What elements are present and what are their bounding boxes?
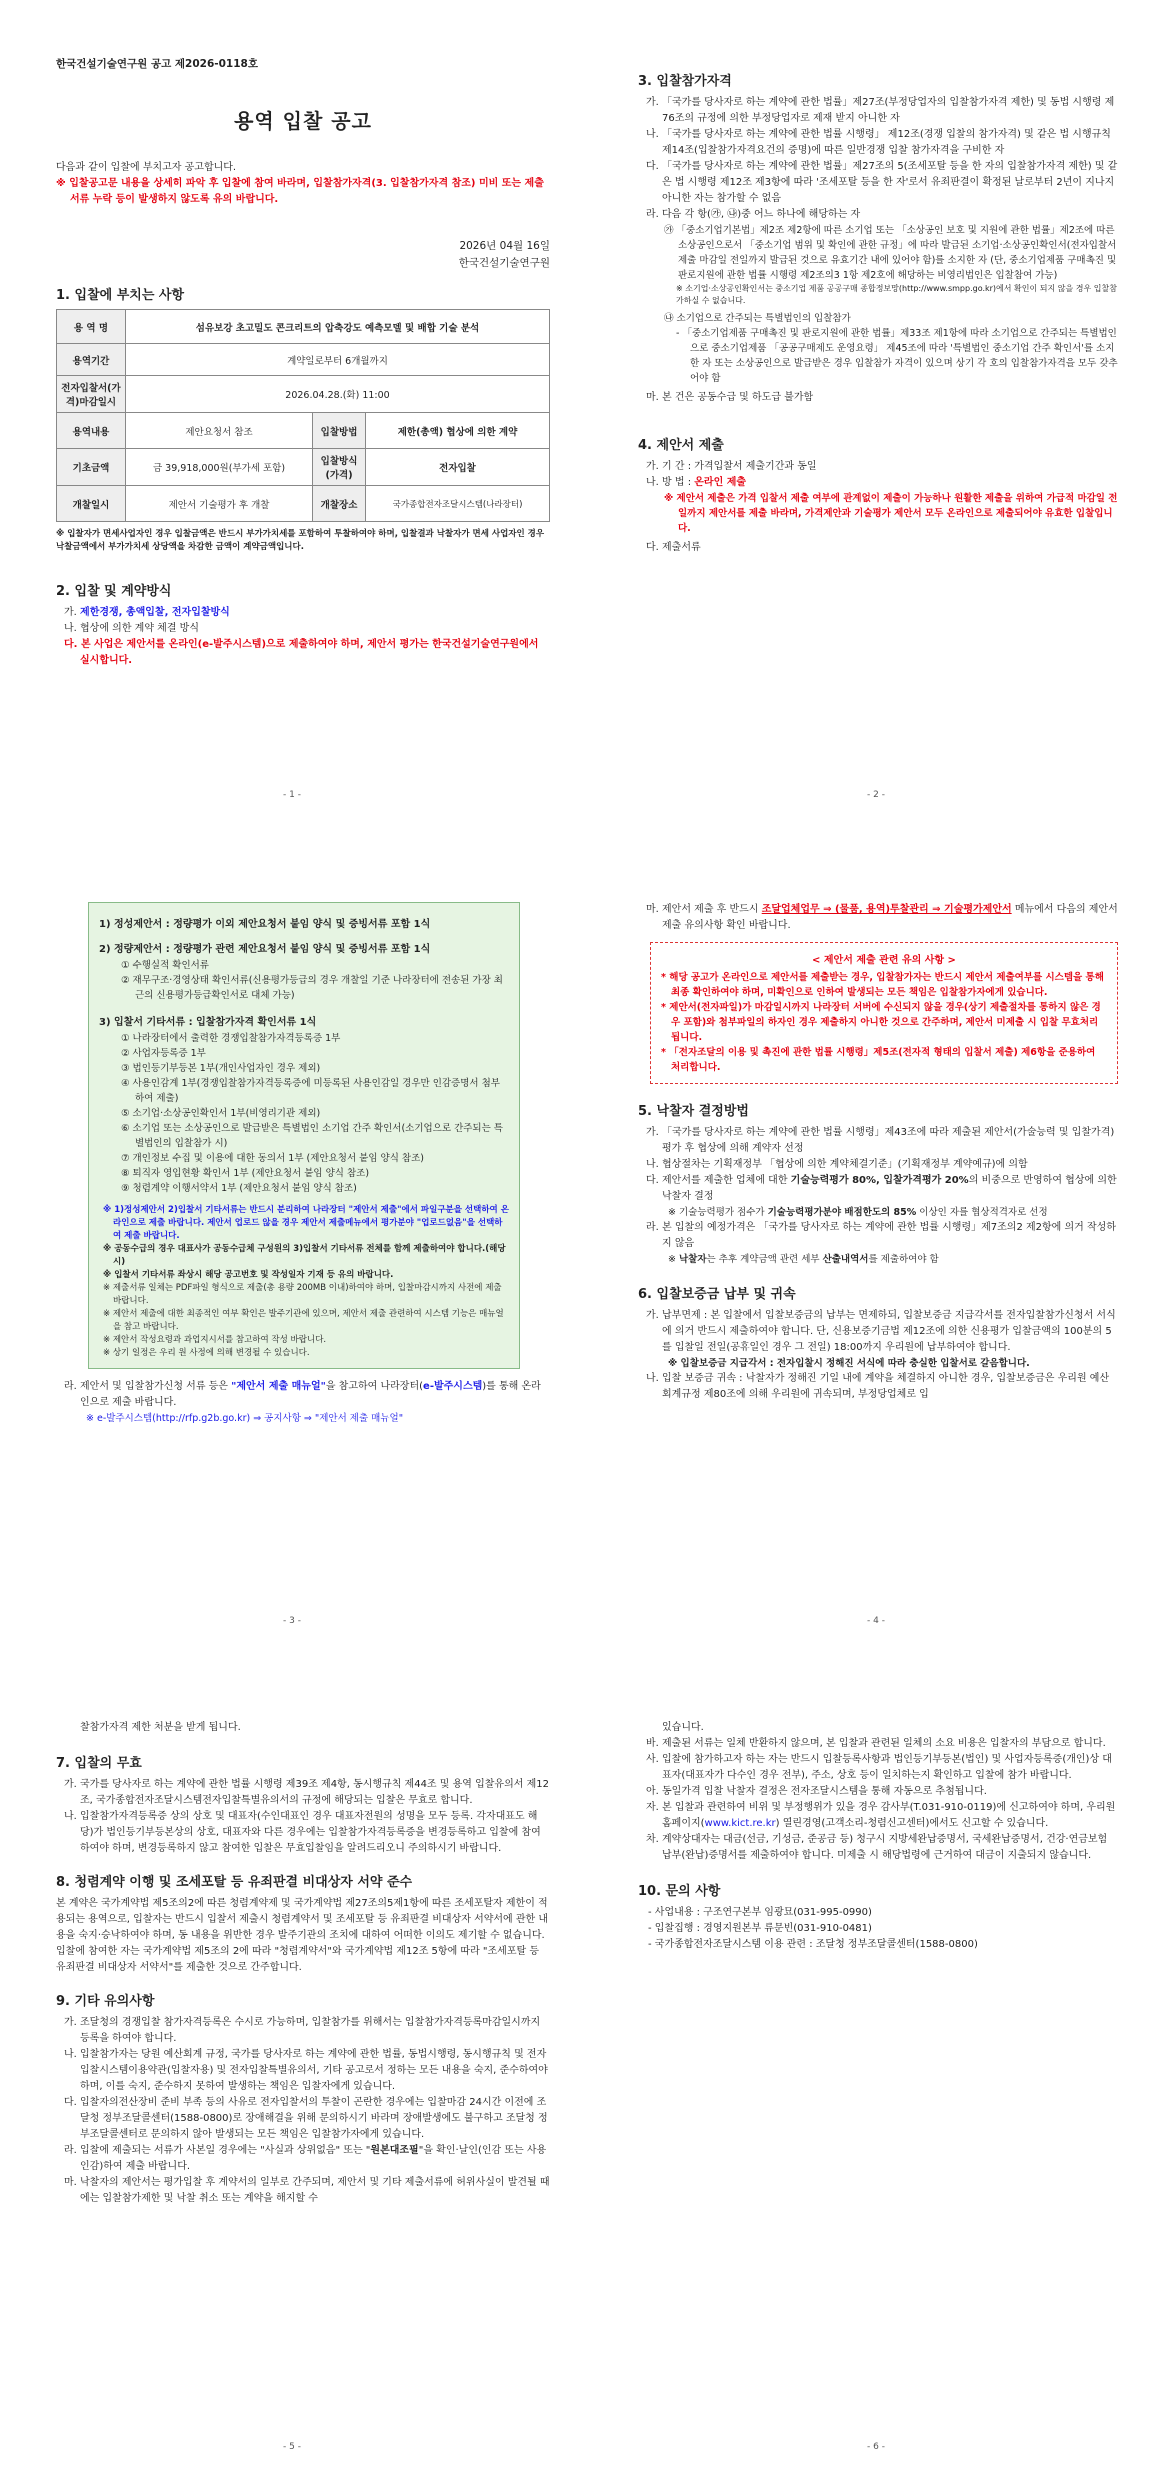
doc-note: ※ 제안서 제출에 대한 최종적인 여부 확인은 발주기관에 있으며, 제안서 제출 관련하여 시스템 기능은 매뉴얼을 참고 바랍니다. xyxy=(103,1309,504,1332)
list-item: 다. 「국가를 당사자로 하는 계약에 관한 법률」제27조의 5(조세포탈 등을 한 자의 입찰참가자격 제한) 및 같은 법 시행령 제12조 제3항에 따라 '조세포탈 등을 한 자'로서 유죄판결이 확정된 날로부터 2년이 지나지 아니한 자는 참가할 수 없음 xyxy=(646,161,1118,204)
list-item: 가. 제한경쟁, 총액입찰, 전자입찰방식 xyxy=(64,607,230,618)
doc-item: ② 사업자등록증 1부 xyxy=(121,1048,206,1059)
caution-item: * 제안서(전자파일)가 마감일시까지 나라장터 서버에 수신되지 않을 경우(상기 제출절차를 통하지 않은 경우 포함)와 첨부파일의 하자인 경우 제출하지 아니한 것으로 간주하며, 제안서 미제출 시 입찰 무효처리 됩니다. xyxy=(661,1002,1101,1043)
list-item: 라. 제안서 및 입찰참가신청 서류 등은 "제안서 제출 매뉴얼"을 참고하여 나라장터(e-발주시스템)를 통해 온라인으로 제출 바랍니다. xyxy=(64,1381,541,1408)
contact-item: - 입찰집행 : 경영지원본부 류문빈(031-910-0481) xyxy=(648,1923,872,1934)
list-item: 가. 기 간 : 가격입찰서 제출기간과 동일 xyxy=(646,461,817,472)
list-item: 가. 국가를 당사자로 하는 계약에 관한 법률 시행령 제39조 제4항, 동시행규칙 제44조 및 용역 입찰유의서 제12조, 국가종합전자조달시스템전자입찰특별유의서의 규정에 해당되는 입찰은 무효로 합니다. xyxy=(64,1779,549,1806)
table-note: ※ 입찰자가 면세사업자인 경우 입찰금액은 반드시 부가가치세를 포함하여 투찰하여야 하며, 입찰결과 낙찰자가 면세 사업자인 경우 낙찰금액에서 부가가치세 상당액을 차감한 금액이 계약금액입니다. xyxy=(56,529,545,552)
section-1-heading: 1. 입찰에 부치는 사항 xyxy=(56,288,185,303)
page-3 xyxy=(0,826,584,1652)
caution-item: * 「전자조달의 이용 및 촉진에 관한 법률 시행령」제5조(전자적 형태의 입찰서 제출) 제6항을 준용하여 처리합니다. xyxy=(661,1047,1096,1073)
list-note: ※ 제안서 제출은 가격 입찰서 제출 여부에 관계없이 제출이 가능하나 원활한 제출을 위하여 가급적 마감일 전일까지 제안서를 제출 바라며, 가격제안과 기술평가 제안서 모두 온라인으로 제출되어야 유효한 입찰입니다. xyxy=(664,493,1118,534)
list-item: 나. 입찰참가자는 당원 예산회계 규정, 국가를 당사자로 하는 계약에 관한 법률, 동법시행령, 동시행규칙 및 전자입찰시스템이용약관(입찰자용) 및 전자입찰특별유의서, 기타 공고로서 정하는 모든 내용을 숙지, 준수하여야 하며, 이를 숙지, 준수하지 못하여 발생하는 책임은 입찰자에게 있습니다. xyxy=(64,2049,548,2092)
list-item: 라. 입찰에 제출되는 서류가 사본일 경우에는 "사실과 상위없음" 또는 "원본대조필"을 확인·날인(인감 또는 사용인감)하여 제출 바랍니다. xyxy=(64,2145,547,2172)
list-note: ※ 입찰보증금 지급각서 : 전자입찰시 정해진 서식에 따라 충실한 입찰서로 갈음합니다. xyxy=(668,1358,1030,1369)
doc-note: ※ 상기 일정은 우리 원 사정에 의해 변경될 수 있습니다. xyxy=(103,1348,310,1358)
continued-text: 찰참가자격 제한 처분을 받게 됩니다. xyxy=(80,1722,241,1733)
list-item: 가. 조달청의 경쟁입찰 참가자격등록은 수시로 가능하며, 입찰참가를 위해서는 입찰참가자격등록마감일시까지 등록을 하여야 합니다. xyxy=(64,2017,541,2044)
section-7-heading: 7. 입찰의 무효 xyxy=(56,1756,142,1771)
page-5 xyxy=(0,1652,584,2478)
table-cell: 제안요청서 참조 xyxy=(126,413,313,449)
doc-item: ⑤ 소기업·소상공인확인서 1부(비영리기관 제외) xyxy=(121,1108,321,1119)
table-label: 용역기간 xyxy=(57,344,126,376)
section-8-body: 본 계약은 국가계약법 제5조의2에 따른 청렴계약제 및 국가계약법 제27조의5제1항에 따른 조세포탈자 제한이 적용되는 용역으로, 입찰자는 반드시 입찰서 제출시 청렴계약서 및 조세포탈 등 유죄판결 비대상자 서약서에 관한 내용을 숙지·승낙하여야 하며, 동 내용을 위반한 경우 발주기관의 조치에 대하여 어떠한 이의도 제기할 수 없습니다. 입찰에 참여한 자는 국가계약법 제5조의 2에 따라 "청렴계약서"와 국가계약법 제12조 5항에 따라 "조세포탈 등 유죄판결 비대상자 서약서"를 제출한 것으로 간주합니다. xyxy=(56,1898,549,1973)
submission-docs-box xyxy=(88,902,520,1369)
list-item: 라. 다음 각 항(㉮, ㉯)중 어느 하나에 해당하는 자 xyxy=(646,209,861,220)
caution-box xyxy=(650,942,1118,1084)
page-number: - 4 - xyxy=(867,1616,885,1626)
list-item: 사. 입찰에 참가하고자 하는 자는 반드시 입찰등록사항과 법인등기부등본(법인) 및 사업자등록증(개인)상 대표자(대표자가 다수인 경우 전부), 주소, 상호 등이 일치하는지 확인하고 입찰에 참가 바랍니다. xyxy=(646,1754,1112,1781)
doc-group-heading: 2) 정량제안서 : 정량평가 관련 제안요청서 붙임 양식 및 증빙서류 포함 1식 xyxy=(99,944,431,955)
page-number: - 1 - xyxy=(283,790,301,800)
table-label: 용 역 명 xyxy=(57,310,126,344)
doc-note: ※ 공동수급의 경우 대표사가 공동수급체 구성원의 3)입찰서 기타서류 전체를 함께 제출하여야 합니다.(해당 시) xyxy=(103,1244,506,1267)
list-item: 가. 「국가를 당사자로 하는 계약에 관한 법률 시행령」제43조에 따라 제출된 제안서(가술능력 및 입찰가격) 평가 후 협상에 의해 계약자 선정 xyxy=(646,1127,1115,1154)
page-1 xyxy=(0,0,584,826)
info-table xyxy=(56,309,550,522)
notice-org: 한국건설기술연구원 xyxy=(458,257,550,269)
list-note: ※ 기술능력평가 점수가 기술능력평가분야 배점한도의 85% 이상인 자를 협상적격자로 선정 xyxy=(668,1207,1048,1218)
list-note: ※ 소기업·소상공인확인서는 중소기업 제품 공공구매 종합정보망(http://www.smpp.go.kr)에서 확인이 되지 않을 경우 입찰참가하실 수 없습니다. xyxy=(676,284,1117,305)
list-item: 다. 입찰자의전산장비 준비 부족 등의 사유로 전자입찰서의 투찰이 곤란한 경우에는 입찰마감 24시간 이전에 조달청 정부조달콜센터(1588-0800)로 장애해결을 위해 문의하시기 바라며 장애발생에도 불구하고 조달청 정부조달콜센터로 문의하지 않아 발생되는 모든 책임은 입찰참가자에게 있습니다. xyxy=(64,2097,548,2140)
page-4 xyxy=(584,826,1168,1652)
list-item: ㉮ 「중소기업기본법」제2조 제2항에 따른 소기업 또는 「소상공인 보호 및 지원에 관한 법률」제2조에 따른 소상공인으로서 「중소기업 범위 및 확인에 관한 규정」에 따라 발급된 소기업·소상공인확인서(전자입찰서 제출 마감일 전일까지 발급된 것으로 유효기간 내에 있어야 함)를 소지한 자 (단, 중소기업제품 구매촉진 및 판로지원에 관한 법률 시행령 제2조의3 1항 제2호에 해당하는 비영리법인은 입찰참여 가능) xyxy=(664,225,1117,281)
list-item: 마. 낙찰자의 제안서는 평가입찰 후 계약서의 일부로 간주되며, 제안서 및 기타 제출서류에 허위사실이 발견될 때에는 입찰참가제한 및 낙찰 취소 또는 계약을 해지할 수 xyxy=(64,2177,550,2204)
list-item: 차. 계약상대자는 대금(선금, 기성금, 준공금 등) 청구시 지방세완납증명서, 국세완납증명서, 건강·연금보험 납부(완납)증명서를 제출하여야 합니다. 미제출 시 해당법령에 근거하여 대금이 지출되지 않습니다. xyxy=(646,1834,1108,1861)
list-item: 나. 입찰참가자격등록증 상의 상호 및 대표자(수인대표인 경우 대표자전원의 성명을 모두 등록. 각자대표도 해당)가 법인등기부등본상의 상호, 대표자와 다른 경우에는 입찰참가자격등록증을 변경등록하고 입찰에 참여하여야 하며, 변경등록하지 않고 참여한 입찰은 무효입찰임을 알려드리오니 주의하시기 바랍니다. xyxy=(64,1811,541,1854)
list-item: - 「중소기업제품 구매촉진 및 판로지원에 관한 법률」제33조 제1항에 따라 소기업으로 간주되는 특별법인으로 중소기업제품 「공공구매제도 운영요령」 제45조에 따라 '특별법인 중소기업 간주 확인서'를 소지한 자 또는 소상공인으로 발급받은 경우 입찰참가 자격이 있으며 상기 각 호의 입찰참가자격을 모두 갖추어야 함 xyxy=(676,328,1118,384)
section-8-heading: 8. 청렴계약 이행 및 조세포탈 등 유죄판결 비대상자 서약 준수 xyxy=(56,1875,413,1890)
continued-text: 있습니다. xyxy=(662,1722,704,1733)
page-6 xyxy=(584,1652,1168,2478)
list-item: 마. 본 건은 공동수급 및 하도급 불가함 xyxy=(646,392,814,403)
notice-date: 2026년 04월 16일 xyxy=(459,240,550,252)
table-label: 기초금액 xyxy=(57,449,126,486)
notice-number: 한국건설기술연구원 공고 제2026-0118호 xyxy=(56,58,258,70)
section-3-heading: 3. 입찰참가자격 xyxy=(638,74,732,89)
list-item: 가. 「국가를 당사자로 하는 계약에 관한 법률」제27조(부정당업자의 입찰참가자격 제한) 및 동법 시행령 제76조의 규정에 의한 부정당업자로 제재 받지 아니한 자 xyxy=(646,97,1115,124)
table-label: 입찰방법 xyxy=(313,413,366,449)
doc-item: ⑧ 퇴직자 영입현황 확인서 1부 (제안요청서 붙임 양식 참조) xyxy=(121,1168,370,1179)
caution-title: < 제안서 제출 관련 유의 사항 > xyxy=(812,955,956,966)
table-cell: 전자입찰 xyxy=(366,449,550,486)
doc-item: ⑥ 소기업 또는 소상공인으로 발급받은 특별법인 소기업 간주 확인서(소기업으로 간주되는 특별법인의 입찰참가 시) xyxy=(121,1123,503,1149)
doc-note: ※ 입찰서 기타서류 좌상시 해당 공고번호 및 작성일자 기재 등 유의 바랍니다. xyxy=(103,1270,394,1280)
page-title: 용역 입찰 공고 xyxy=(234,109,372,133)
table-cell: 제한(총액) 협상에 의한 계약 xyxy=(366,413,550,449)
table-cell: 계약일로부터 6개월까지 xyxy=(126,344,550,376)
section-10-heading: 10. 문의 사항 xyxy=(638,1884,721,1899)
doc-item: ① 나라장터에서 출력한 경쟁입찰참가자격등록증 1부 xyxy=(121,1033,341,1044)
list-item: 자. 본 입찰과 관련하여 비위 및 부정행위가 있을 경우 감사부(T.031-910-0119)에 신고하여야 하며, 우리원 홈페이지(www.kict.re.kr) 열린경영(고객소리-청렴신고센터)에서도 신고할 수 있습니다. xyxy=(646,1802,1116,1829)
table-label: 개찰일시 xyxy=(57,486,126,522)
list-item: 다. 제출서류 xyxy=(646,542,701,553)
intro-text: 다음과 같이 입찰에 부치고자 공고합니다. xyxy=(56,162,237,173)
list-item: 마. 제안서 제출 후 반드시 조달업체업무 ⇒ (물품, 용역)투찰관리 ⇒ 기술평가제안서 메뉴에서 다음의 제안서 제출 유의사항 확인 바랍니다. xyxy=(646,904,1118,931)
section-5-heading: 5. 낙찰자 결정방법 xyxy=(638,1104,749,1119)
doc-note: ※ 제안서 작성요령과 과업지시서를 참고하여 작성 바랍니다. xyxy=(103,1335,327,1345)
section-9-heading: 9. 기타 유의사항 xyxy=(56,1994,155,2009)
section-6-heading: 6. 입찰보증금 납부 및 귀속 xyxy=(638,1287,796,1302)
page-number: - 3 - xyxy=(283,1616,301,1626)
doc-group-heading: 1) 정성제안서 : 정량평가 이외 제안요청서 붙임 양식 및 증빙서류 포함 1식 xyxy=(99,919,431,930)
table-label: 전자입찰서(가격)마감일시 xyxy=(57,376,126,413)
table-cell: 2026.04.28.(화) 11:00 xyxy=(126,376,550,413)
list-item: 다. 제안서를 제출한 업체에 대한 기술능력평가 80%, 입찰가격평가 20%의 비중으로 반영하여 협상에 의한 낙찰자 결정 xyxy=(646,1175,1117,1202)
manual-url-link[interactable]: ※ e-발주시스템(http://rfp.g2b.go.kr) ⇒ 공지사항 ⇒ "제안서 제출 매뉴얼" xyxy=(86,1413,404,1424)
doc-item: ④ 사용인감계 1부(경쟁입찰참가자격등록증에 미등록된 사용인감일 경우만 인감증명서 첨부하여 제출) xyxy=(121,1078,500,1104)
list-item: 가. 납부면제 : 본 입찰에서 입찰보증금의 납부는 면제하되, 입찰보증금 지급각서를 전자입찰참가신청서 서식에 의거 반드시 제출하여야 합니다. 단, 신용보증기금법 제12조에 의한 신용평가 입찰금액의 100분의 5를 입찰일 전일(공휴일인 경우 그 전일) 18:00까지 우리원에 납부하여야 합니다. xyxy=(646,1310,1116,1353)
list-item: 나. 협상에 의한 계약 체결 방식 xyxy=(64,623,199,634)
doc-item: ⑨ 청렴계약 이행서약서 1부 (제안요청서 붙임 양식 참조) xyxy=(121,1183,357,1194)
table-cell: 금 39,918,000원(부가세 포함) xyxy=(126,449,313,486)
contact-item: - 국가종합전자조달시스템 이용 관련 : 조달청 정부조달콜센터(1588-0800) xyxy=(648,1939,978,1950)
table-label: 입찰방식(가격) xyxy=(313,449,366,486)
list-item: 바. 제출된 서류는 일체 반환하지 않으며, 본 입찰과 관련된 일체의 소요 비용은 입찰자의 부담으로 합니다. xyxy=(646,1738,1106,1749)
page-number: - 6 - xyxy=(867,2442,885,2452)
list-item: ㉯ 소기업으로 간주되는 특별법인의 입찰참가 xyxy=(664,313,851,324)
list-item: 아. 동일가격 입찰 낙찰자 결정은 전자조달시스템을 통해 자동으로 추첨됩니다. xyxy=(646,1786,987,1797)
table-cell: 섬유보강 초고밀도 콘크리트의 압축강도 예측모델 및 배합 기술 분석 xyxy=(126,310,550,344)
list-item: 나. 「국가를 당사자로 하는 계약에 관한 법률 시행령」 제12조(경쟁 입찰의 참가자격) 및 같은 법 시행규칙 제14조(입찰참가자격요건의 증명)에 따른 일반경쟁 입찰 참가자격을 구비한 자 xyxy=(646,129,1111,156)
doc-item: ① 수행실적 확인서류 xyxy=(121,960,209,971)
contact-item: - 사업내용 : 구조연구본부 임광묘(031-995-0990) xyxy=(648,1907,872,1918)
section-4-heading: 4. 제안서 제출 xyxy=(638,438,724,453)
list-item: 다. 본 사업은 제안서를 온라인(e-발주시스템)으로 제출하여야 하며, 제안서 평가는 한국건설기술연구원에서 실시합니다. xyxy=(64,639,539,666)
doc-item: ② 재무구조·경영상태 확인서류(신용평가등급의 경우 개찰일 기준 나라장터에 전송된 가장 최근의 신용평가등급확인서로 대체 가능) xyxy=(121,975,503,1001)
warning-text: ※ 입찰공고문 내용을 상세히 파악 후 입찰에 참여 바라며, 입찰참가자격(3. 입찰참가자격 참조) 미비 또는 제출서류 누락 등이 발생하지 않도록 유의 바랍니다. xyxy=(56,178,544,205)
table-cell: 국가종합전자조달시스템(나라장터) xyxy=(366,486,550,522)
table-cell: 제안서 기술평가 후 개찰 xyxy=(126,486,313,522)
manual-link[interactable]: "제안서 제출 매뉴얼" xyxy=(231,1381,326,1392)
list-note: ※ 낙찰자는 추후 계약금액 관련 세부 산출내역서를 제출하여야 함 xyxy=(668,1254,939,1265)
list-item: 라. 본 입찰의 예정가격은 「국가를 당사자로 하는 계약에 관한 법률 시행령」제7조의2 제2항에 의거 작성하지 않음 xyxy=(646,1222,1116,1249)
list-item: 나. 입찰 보증금 귀속 : 낙찰자가 정해진 기일 내에 계약을 체결하지 아니한 경우, 입찰보증금은 우리원 예산회계규정 제80조에 의해 우리원에 귀속되며, 부정당업체로 입 xyxy=(646,1373,1110,1400)
list-item: 나. 협상절차는 기획재정부 「협상에 의한 계약체결기준」(기획재정부 계약예규)에 의함 xyxy=(646,1159,1028,1170)
list-item: 나. 방 법 : 온라인 제출 xyxy=(646,477,747,488)
doc-note: ※ 1)정성제안서 2)입찰서 기타서류는 반드시 분리하여 나라장터 "제안서 제출"에서 파일구분을 선택하여 온라인으로 제출 바랍니다. 제안서 업로드 않을 경우 제안서 제출메뉴에서 평가분야 "업로드없음"을 선택하여 제출 바랍니다. xyxy=(103,1205,509,1241)
doc-group-heading: 3) 입찰서 기타서류 : 입찰참가자격 확인서류 1식 xyxy=(99,1017,317,1028)
website-link[interactable]: www.kict.re.kr xyxy=(704,1818,776,1829)
doc-item: ③ 법인등기부등본 1부(개인사업자인 경우 제외) xyxy=(121,1063,321,1074)
table-label: 용역내용 xyxy=(57,413,126,449)
section-2-heading: 2. 입찰 및 계약방식 xyxy=(56,584,172,599)
doc-note: ※ 제출서류 일체는 PDF파일 형식으로 제출(총 용량 200MB 이내)하여야 하며, 입찰마감시까지 사전에 제출 바랍니다. xyxy=(103,1283,502,1306)
caution-item: * 해당 공고가 온라인으로 제안서를 제출받는 경우, 입찰참가자는 반드시 제안서 제출여부를 시스템을 통해 최종 확인하여야 하며, 미확인으로 인하여 발생되는 모든 책임은 입찰참가자에게 있습니다. xyxy=(661,972,1104,998)
table-label: 개찰장소 xyxy=(313,486,366,522)
doc-item: ⑦ 개인정보 수집 및 이용에 대한 동의서 1부 (제안요청서 붙임 양식 참조) xyxy=(121,1153,424,1164)
page-number: - 5 - xyxy=(283,2442,301,2452)
page-2 xyxy=(584,0,1168,826)
page-number: - 2 - xyxy=(867,790,885,800)
